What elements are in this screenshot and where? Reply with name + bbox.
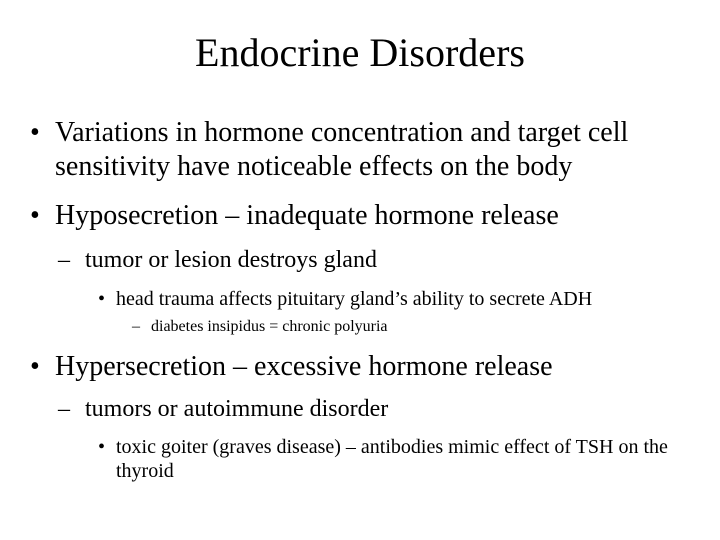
bullet-item-level-1	[30, 350, 720, 384]
bullet-glyph: •	[30, 117, 40, 148]
bullet-item-level-1	[30, 116, 720, 184]
bullet-item-level-3	[98, 287, 716, 311]
bullet-text: diabetes insipidus = chronic polyuria	[151, 318, 388, 335]
bullet-text: Hypersecretion – excessive hormone release	[55, 351, 553, 382]
bullet-text: toxic goiter (graves disease) – antibodies mimic effect of TSH on the thyroid	[116, 436, 668, 482]
bullet-text: Variations in hormone concentration and target cell sensitivity have noticeable effects on the body	[55, 117, 629, 182]
bullet-item-level-4	[132, 317, 711, 337]
bullet-text: tumor or lesion destroys gland	[85, 247, 377, 273]
dash-glyph: –	[58, 247, 70, 273]
bullet-item-level-3	[98, 435, 716, 483]
dash-glyph: –	[132, 318, 140, 335]
bullet-item-level-2	[58, 245, 705, 275]
bullet-text: Hyposecretion – inadequate hormone release	[55, 200, 559, 231]
dash-glyph: –	[58, 396, 70, 422]
bullet-glyph: •	[30, 351, 40, 382]
bullet-glyph: •	[98, 288, 106, 310]
bullet-text: tumors or autoimmune disorder	[85, 396, 389, 422]
bullet-glyph: •	[98, 436, 106, 458]
slide-title: Endocrine Disorders	[195, 30, 525, 75]
bullet-item-level-2	[58, 394, 705, 424]
bullet-item-level-1	[30, 199, 720, 233]
bullet-glyph: •	[30, 200, 40, 231]
bullet-text: head trauma affects pituitary gland’s ability to secrete ADH	[116, 288, 593, 310]
